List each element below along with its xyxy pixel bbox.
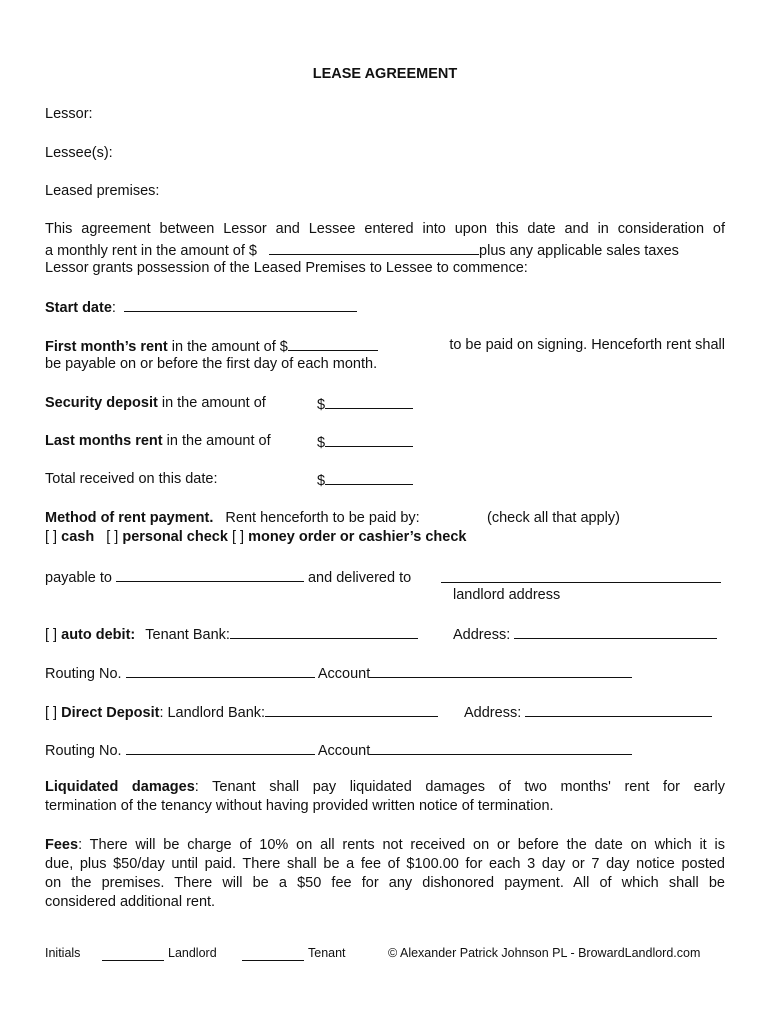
delivered-to-field[interactable] (441, 568, 721, 583)
auto-debit-address (453, 624, 717, 645)
auto-debit-label: auto debit: (61, 627, 136, 643)
routing-field-1[interactable] (126, 663, 315, 678)
auto-debit-row (45, 624, 418, 645)
last-months-label: Last months rent (45, 433, 163, 449)
money-order-checkbox[interactable]: [ ] (231, 529, 245, 545)
direct-deposit-row (45, 702, 438, 723)
cash-checkbox[interactable]: [ ] (45, 529, 58, 545)
direct-deposit-label: Direct Deposit (61, 705, 160, 721)
last-months-dollar: $ (317, 435, 326, 451)
first-month-line-2: be payable on or before the first day of each month. (45, 356, 378, 372)
fees-line-3: on the premises. There will be a $50 fee for any dishonored payment. All of which shall be (45, 875, 725, 891)
routing-label-1: Routing No. (45, 666, 122, 682)
last-months-amount (317, 432, 413, 453)
method-note: (check all that apply) (487, 510, 620, 526)
tenant-bank-label: Tenant Bank: (145, 627, 230, 643)
tenant-initials-field[interactable] (242, 947, 304, 961)
security-deposit-label: Security deposit (45, 395, 158, 411)
security-deposit-field[interactable] (325, 394, 413, 409)
document-title: LEASE AGREEMENT (312, 66, 458, 82)
personal-check-label: personal check (122, 529, 228, 545)
money-order-label: money order or cashier’s check (248, 529, 467, 545)
landlord-initials-field[interactable] (102, 947, 164, 961)
direct-deposit-checkbox[interactable]: [ ] (45, 705, 58, 721)
last-months-text: in the amount of (166, 433, 271, 449)
fees-line-4: considered additional rent. (45, 894, 216, 910)
start-date-row (45, 297, 357, 318)
method-label: Method of rent payment (45, 510, 210, 526)
payable-label: payable to (45, 570, 112, 586)
account-field-2[interactable] (370, 740, 632, 755)
start-date-label: Start date (45, 300, 112, 316)
auto-debit-address-field[interactable] (514, 624, 717, 639)
method-text: Rent henceforth to be paid by: (225, 510, 420, 526)
lessor-label: Lessor: (45, 106, 93, 122)
method-period: . (209, 510, 214, 526)
footer-tenant-label: Tenant (308, 946, 346, 960)
first-month-amount-field[interactable] (288, 336, 378, 351)
landlord-bank-field[interactable] (265, 702, 438, 717)
total-label: Total received on this date: (45, 471, 218, 487)
last-months-row (45, 432, 271, 451)
fees-text: : There will be charge of 10% on all rents not received on or before the date on which it is (78, 837, 725, 853)
security-deposit-row (45, 394, 266, 413)
liquidated-label: Liquidated damages (45, 779, 195, 795)
account-label-2: Account (317, 743, 371, 759)
account-label-1: Account (317, 666, 371, 682)
intro-line-3: Lessor grants possession of the Leased Premises to Lessee to commence: (45, 260, 528, 276)
fees-label: Fees (45, 837, 79, 853)
first-month-label: First month’s rent (45, 339, 168, 355)
intro-line-2 (45, 240, 679, 261)
payment-options-row (45, 528, 466, 547)
account-field-1[interactable] (370, 663, 632, 678)
fees-line-2: due, plus $50/day until paid. There shall be a fee of $100.00 for each 3 day or 7 day notice posted (45, 856, 725, 872)
method-row (45, 509, 420, 528)
payable-row (45, 567, 411, 588)
auto-debit-address-label: Address: (453, 627, 511, 643)
last-months-field[interactable] (325, 432, 413, 447)
routing-field-2[interactable] (126, 740, 315, 755)
start-date-field[interactable] (124, 297, 357, 312)
premises-label: Leased premises: (45, 183, 160, 199)
routing-label-2: Routing No. (45, 743, 122, 759)
intro-line-1: This agreement between Lessor and Lessee entered into upon this date and in consideration of (45, 221, 725, 237)
payable-to-field[interactable] (116, 567, 304, 582)
intro-tax-text: plus any applicable sales taxes (479, 243, 679, 259)
security-dollar: $ (317, 397, 326, 413)
delivered-label: and delivered to (307, 570, 412, 586)
landlord-bank-label: : Landlord Bank: (159, 705, 266, 721)
liquidated-line-1 (45, 778, 725, 797)
footer-initials-label: Initials (45, 946, 81, 960)
cash-label: cash (61, 529, 95, 545)
tenant-bank-field[interactable] (230, 624, 418, 639)
footer-copyright: © Alexander Patrick Johnson PL - BrowardLandlord.com (388, 946, 701, 960)
start-date-colon: : (111, 300, 116, 316)
routing-row-1 (45, 663, 632, 684)
direct-deposit-address (464, 702, 712, 723)
personal-check-checkbox[interactable]: [ ] (106, 529, 119, 545)
first-month-row (45, 336, 725, 357)
footer-landlord-label: Landlord (168, 946, 217, 960)
landlord-address-caption: landlord address (453, 587, 561, 603)
fees-line-1 (45, 836, 725, 855)
first-month-text: in the amount of $ (171, 339, 288, 355)
total-amount (317, 470, 413, 491)
security-deposit-amount (317, 394, 413, 415)
lessee-label: Lessee(s): (45, 145, 113, 161)
liquidated-text: : Tenant shall pay liquidated damages of two months' rent for early (194, 779, 725, 795)
auto-debit-checkbox[interactable]: [ ] (45, 627, 58, 643)
total-dollar: $ (317, 473, 326, 489)
liquidated-line-2: termination of the tenancy without having provided written notice of termination. (45, 798, 554, 814)
direct-deposit-address-label: Address: (464, 705, 522, 721)
monthly-rent-field[interactable] (269, 240, 479, 255)
total-field[interactable] (325, 470, 413, 485)
security-deposit-text: in the amount of (161, 395, 266, 411)
routing-row-2 (45, 740, 632, 761)
first-month-signing-text: to be paid on signing. Henceforth rent shall (449, 337, 725, 353)
direct-deposit-address-field[interactable] (525, 702, 712, 717)
intro-rent-label: a monthly rent in the amount of $ (45, 243, 257, 259)
